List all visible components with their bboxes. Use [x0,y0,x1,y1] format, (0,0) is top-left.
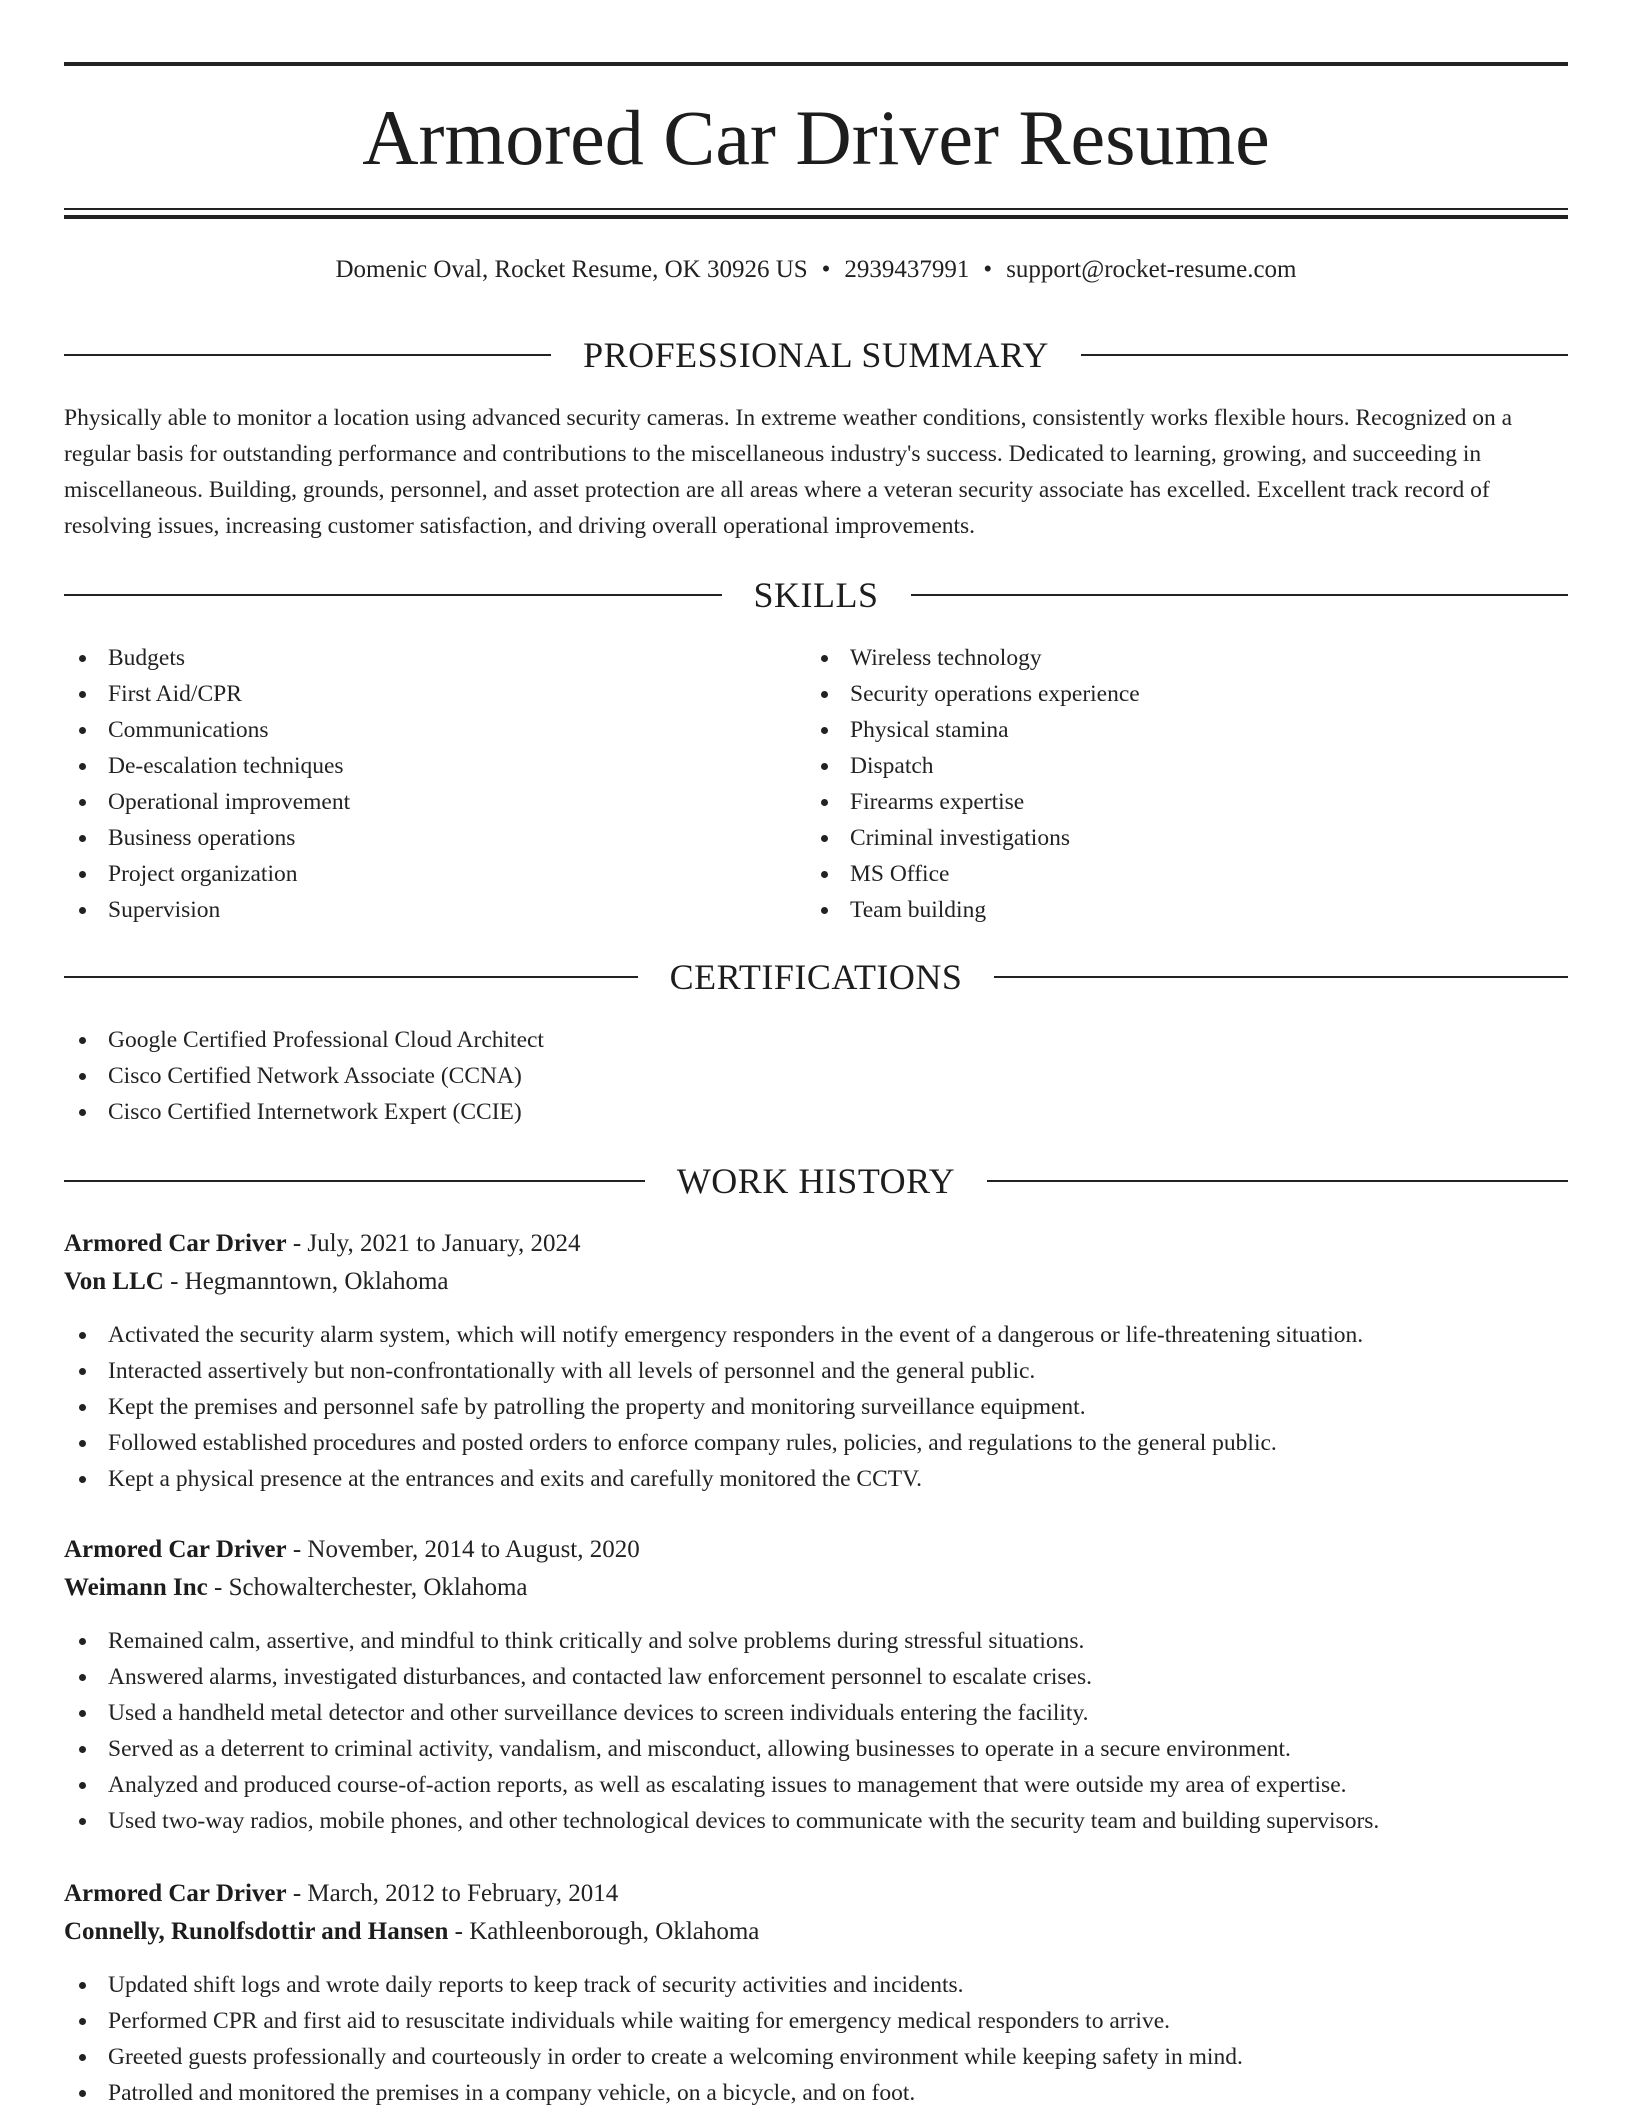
job-title: Armored Car Driver [64,1536,287,1563]
heading-rule [994,976,1568,978]
certifications-block [64,1022,1568,1130]
job-entry [64,1531,1568,1839]
top-rule [64,62,1568,66]
certifications-list [64,1022,1568,1130]
skill-item: Team building [806,892,1506,928]
job-company: Weimann Inc [64,1574,208,1601]
job-company: Connelly, Runolfsdottir and Hansen [64,1918,449,1945]
certification-item: Cisco Certified Network Associate (CCNA) [64,1058,1568,1094]
job-company: Von LLC [64,1268,164,1295]
heading-rule [911,594,1569,596]
job-company-line [64,1913,1568,1951]
job-title-line [64,1531,1568,1569]
contact-separator: • [983,256,993,283]
job-title-line [64,1875,1568,1913]
section-heading-summary [64,333,1568,377]
skill-item: Operational improvement [64,784,764,820]
job-duty: Patrolled and monitored the premises in a company vehicle, on a bicycle, and on foot. [64,2075,1568,2111]
title-rule-upper [64,208,1568,210]
heading-rule [64,1180,645,1182]
job-duty: Served as a deterrent to criminal activity, vandalism, and misconduct, allowing businesses to operate in a secure environment. [64,1731,1568,1767]
section-heading-work-history [64,1159,1568,1203]
job-duty: Analyzed and produced course-of-action reports, as well as escalating issues to management that were outside my area of expertise. [64,1767,1568,1803]
job-dates: - November, 2014 to August, 2020 [286,1536,640,1563]
section-heading-skills [64,573,1568,617]
job-company-line [64,1263,1568,1301]
job-duty: Answered alarms, investigated disturbances, and contacted law enforcement personnel to escalate crises. [64,1659,1568,1695]
skills-column-right [806,640,1506,928]
job-duty: Followed established procedures and posted orders to enforce company rules, policies, and regulations to the general public. [64,1425,1568,1461]
job-duty: Kept the premises and personnel safe by patrolling the property and monitoring surveillance equipment. [64,1389,1568,1425]
job-location: - Schowalterchester, Oklahoma [207,1574,528,1601]
job-duty: Activated the security alarm system, which will notify emergency responders in the event of a dangerous or life-threatening situation. [64,1317,1568,1353]
job-title: Armored Car Driver [64,1880,287,1907]
skill-item: Business operations [64,820,764,856]
heading-rule [64,594,722,596]
contact-separator: • [821,256,831,283]
skill-item: MS Office [806,856,1506,892]
skill-item: Firearms expertise [806,784,1506,820]
job-title: Armored Car Driver [64,1230,287,1257]
section-title: WORK HISTORY [676,1161,956,1201]
skill-item: First Aid/CPR [64,676,764,712]
job-location: - Kathleenborough, Oklahoma [448,1918,760,1945]
skill-item: Supervision [64,892,764,928]
skills-list-right [806,640,1506,928]
title-rule-lower [64,215,1568,219]
job-location: - Hegmanntown, Oklahoma [163,1268,449,1295]
section-title: PROFESSIONAL SUMMARY [583,335,1049,375]
contact-address: Domenic Oval, Rocket Resume, OK 30926 US [335,256,808,283]
skills-column-left [64,640,764,928]
contact-phone: 2939437991 [844,256,970,283]
heading-rule [1081,354,1568,356]
skill-item: Physical stamina [806,712,1506,748]
job-company-line [64,1569,1568,1607]
skills-list-left [64,640,764,928]
job-duty: Used a handheld metal detector and other surveillance devices to screen individuals entering the facility. [64,1695,1568,1731]
job-duty: Updated shift logs and wrote daily reports to keep track of security activities and incidents. [64,1967,1568,2003]
job-dates: - March, 2012 to February, 2014 [286,1880,619,1907]
skill-item: Project organization [64,856,764,892]
skill-item: Budgets [64,640,764,676]
skill-item: Communications [64,712,764,748]
certification-item: Google Certified Professional Cloud Architect [64,1022,1568,1058]
job-duties-list [64,1967,1568,2111]
heading-rule [987,1180,1568,1182]
job-duty: Greeted guests professionally and courteously in order to create a welcoming environment while keeping safety in mind. [64,2039,1568,2075]
skill-item: Dispatch [806,748,1506,784]
heading-rule [64,354,551,356]
job-duty: Interacted assertively but non-confrontationally with all levels of personnel and the general public. [64,1353,1568,1389]
heading-rule [64,976,638,978]
skill-item: Criminal investigations [806,820,1506,856]
certification-item: Cisco Certified Internetwork Expert (CCIE) [64,1094,1568,1130]
job-duty: Remained calm, assertive, and mindful to think critically and solve problems during stressful situations. [64,1623,1568,1659]
job-title-line [64,1225,1568,1263]
job-duty: Used two-way radios, mobile phones, and other technological devices to communicate with the security team and building supervisors. [64,1803,1568,1839]
section-title: SKILLS [753,575,879,615]
job-entry [64,1225,1568,1497]
skill-item: De-escalation techniques [64,748,764,784]
job-duty: Performed CPR and first aid to resuscitate individuals while waiting for emergency medical responders to arrive. [64,2003,1568,2039]
skill-item: Security operations experience [806,676,1506,712]
summary-text: Physically able to monitor a location using advanced security cameras. In extreme weather conditions, consistently works flexible hours. Recognized on a regular basis for outstanding performance and contributions to the miscellaneous industry's success. Dedicated to learning, growing, and succeeding in miscellaneous. Building, grounds, personnel, and asset protection are all areas where a veteran security associate has excelled. Excellent track record of resolving issues, increasing customer satisfaction, and driving overall operational improvements. [64,405,1513,539]
contact-line [64,252,1568,288]
section-heading-certifications [64,955,1568,999]
skill-item: Wireless technology [806,640,1506,676]
job-duties-list [64,1623,1568,1839]
page-title: Armored Car Driver Resume [362,94,1270,181]
job-dates: - July, 2021 to January, 2024 [286,1230,581,1257]
job-duties-list [64,1317,1568,1497]
section-title: CERTIFICATIONS [669,957,963,997]
job-duty: Kept a physical presence at the entrances and exits and carefully monitored the CCTV. [64,1461,1568,1497]
job-entry [64,1875,1568,2111]
contact-email: support@rocket-resume.com [1006,256,1297,283]
